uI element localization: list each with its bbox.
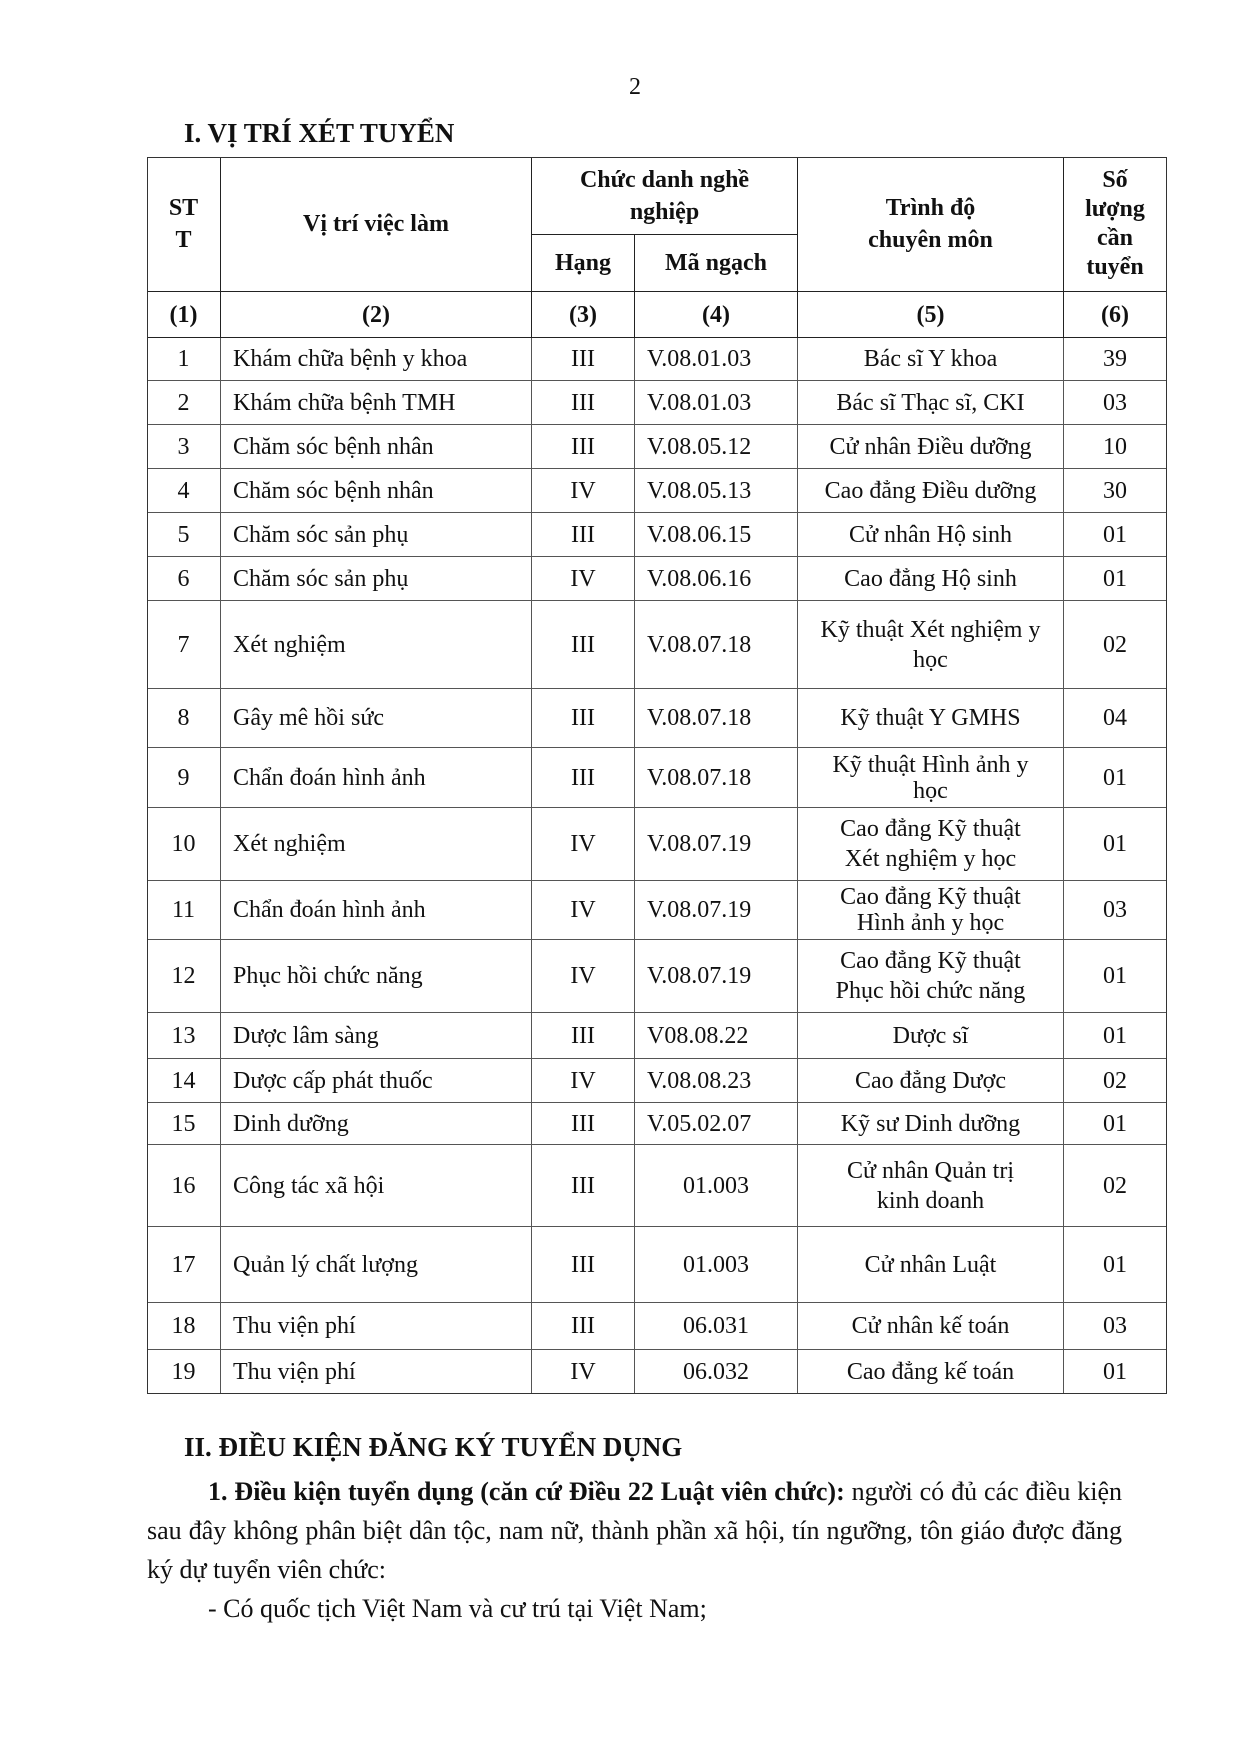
cell-text: 04 (1103, 705, 1127, 731)
column-number: (2) (221, 292, 532, 338)
table-row-7-qualification (798, 601, 1064, 689)
conditions-text: người có đủ các điều kiện sau đây không phân biệt dân tộc, nam nữ, thành phần xã hội, tín ngưỡng, tôn giáo được đăng ký dự tuyển viên chức: (147, 1477, 1122, 1584)
table-row-8-stt (147, 689, 221, 748)
header-qualification-text: Trình độ chuyên môn (868, 195, 993, 253)
cell-text: Chẩn đoán hình ảnh (233, 764, 426, 791)
table-row-4-position (221, 469, 532, 513)
cell-text: 6 (177, 565, 190, 592)
table-row-13-qualification (798, 1013, 1064, 1059)
cell-text: Dược lâm sàng (233, 1022, 379, 1049)
table-row-17-code (635, 1227, 798, 1303)
table-row-3-quantity (1064, 425, 1167, 469)
page-number: 2 (629, 74, 641, 100)
cell-text: 01 (1103, 831, 1127, 857)
cell-text: Chăm sóc bệnh nhân (233, 477, 434, 504)
cell-text: IV (570, 1067, 596, 1094)
table-row-5-rank (532, 513, 635, 557)
table-row-2-qualification (798, 381, 1064, 425)
table-row-7-position (221, 601, 532, 689)
cell-text: Cao đẳng Hộ sinh (844, 565, 1017, 592)
table-row-4-stt (147, 469, 221, 513)
table-row-10-position (221, 808, 532, 881)
header-stt (147, 157, 221, 292)
cell-text: Gây mê hồi sức (233, 705, 384, 731)
table-row-8-qualification (798, 689, 1064, 748)
table-row-1-rank (532, 338, 635, 381)
cell-text: III (571, 346, 595, 372)
table-row-8-position (221, 689, 532, 748)
cell-text: Khám chữa bệnh TMH (233, 389, 456, 416)
cell-text: V.08.06.16 (647, 565, 752, 592)
table-row-6-qualification (798, 557, 1064, 601)
table-row-7-quantity (1064, 601, 1167, 689)
table-row-18-rank (532, 1303, 635, 1350)
cell-text: 7 (177, 631, 190, 658)
cell-text: V.08.07.18 (647, 764, 752, 791)
cell-text: III (571, 1313, 595, 1339)
table-row-4-quantity (1064, 469, 1167, 513)
table-row-14-qualification (798, 1059, 1064, 1103)
cell-text: Bác sĩ Thạc sĩ, CKI (836, 389, 1025, 416)
table-row-9-code (635, 748, 798, 808)
table-row-11-position (221, 881, 532, 940)
table-row-6-stt (147, 557, 221, 601)
cell-text: 01 (1103, 565, 1127, 592)
table-row-16-quantity (1064, 1145, 1167, 1227)
cell-text: Phục hồi chức năng (233, 963, 423, 989)
cell-text: III (571, 705, 595, 731)
table-row-15-rank (532, 1103, 635, 1145)
table-row-11-qualification (798, 881, 1064, 940)
cell-text: Cử nhân Luật (864, 1251, 997, 1278)
table-row-6-position (221, 557, 532, 601)
cell-text: 01.003 (683, 1251, 749, 1278)
table-row-18-position (221, 1303, 532, 1350)
table-row-15-qualification (798, 1103, 1064, 1145)
table-row-11-rank (532, 881, 635, 940)
table-row-6-rank (532, 557, 635, 601)
table-row-10-stt (147, 808, 221, 881)
table-row-18-code (635, 1303, 798, 1350)
table-row-14-rank (532, 1059, 635, 1103)
table-row-9-rank (532, 748, 635, 808)
cell-text: Cao đẳng Điều dưỡng (824, 477, 1037, 504)
cell-text: Xét nghiệm (233, 831, 346, 857)
table-row-19-quantity (1064, 1350, 1167, 1394)
table-row-19-code (635, 1350, 798, 1394)
table-row-19-stt (147, 1350, 221, 1394)
header-rank: Hạng (532, 235, 635, 292)
table-row-15-code (635, 1103, 798, 1145)
cell-text: V.05.02.07 (647, 1110, 752, 1137)
cell-text: V.08.01.03 (647, 389, 752, 416)
column-number: (3) (532, 292, 635, 338)
cell-text: 03 (1103, 897, 1127, 923)
cell-text: V08.08.22 (647, 1022, 749, 1049)
table-row-8-quantity (1064, 689, 1167, 748)
cell-text: 03 (1103, 1313, 1127, 1339)
table-row-12-stt (147, 940, 221, 1013)
cell-text: 19 (171, 1358, 196, 1385)
table-row-10-rank (532, 808, 635, 881)
table-row-3-position (221, 425, 532, 469)
table-row-10-code (635, 808, 798, 881)
cell-text: 02 (1103, 1067, 1127, 1094)
table-row-2-quantity (1064, 381, 1167, 425)
cell-text: Khám chữa bệnh y khoa (233, 346, 468, 372)
table-row-1-stt (147, 338, 221, 381)
condition-bullet: - Có quốc tịch Việt Nam và cư trú tại Việt Nam; (208, 1594, 707, 1623)
cell-text: 18 (171, 1313, 196, 1339)
table-row-1-code (635, 338, 798, 381)
table-row-9-stt (147, 748, 221, 808)
cell-text: 4 (177, 477, 190, 504)
cell-text: Dược cấp phát thuốc (233, 1067, 433, 1094)
cell-text: 3 (177, 433, 190, 460)
table-row-14-quantity (1064, 1059, 1167, 1103)
header-quantity-text: Số lượng cần tuyển (1085, 167, 1145, 280)
table-row-18-qualification (798, 1303, 1064, 1350)
header-quantity (1064, 157, 1167, 292)
cell-text: Công tác xã hội (233, 1172, 385, 1199)
cell-text: 13 (171, 1022, 196, 1049)
table-row-19-qualification (798, 1350, 1064, 1394)
cell-text: 39 (1103, 346, 1127, 372)
table-row-12-rank (532, 940, 635, 1013)
table-row-7-rank (532, 601, 635, 689)
cell-text: 5 (177, 521, 190, 548)
cell-text: IV (570, 477, 596, 504)
cell-text: IV (570, 897, 596, 923)
table-row-16-rank (532, 1145, 635, 1227)
cell-text: V.08.05.13 (647, 477, 752, 504)
cell-text: V.08.07.18 (647, 705, 752, 731)
table-row-9-quantity (1064, 748, 1167, 808)
cell-text: 01 (1103, 1110, 1127, 1137)
table-row-14-code (635, 1059, 798, 1103)
cell-text: Cao đẳng Kỹ thuật Phục hồi chức năng (835, 948, 1026, 1004)
cell-text: 1 (177, 346, 190, 372)
column-number: (5) (798, 292, 1064, 338)
cell-text: 11 (171, 897, 196, 923)
table-row-17-stt (147, 1227, 221, 1303)
cell-text: 16 (171, 1172, 196, 1199)
cell-text: Cao đẳng kế toán (846, 1358, 1015, 1385)
table-row-2-stt (147, 381, 221, 425)
cell-text: 01 (1103, 1358, 1127, 1385)
cell-text: 02 (1103, 1172, 1127, 1199)
table-row-12-code (635, 940, 798, 1013)
cell-text: III (571, 1251, 595, 1278)
table-row-5-code (635, 513, 798, 557)
table-row-10-qualification (798, 808, 1064, 881)
conditions-title: 1. Điều kiện tuyển dụng (căn cứ Điều 22 Luật viên chức): (208, 1477, 845, 1506)
table-row-13-stt (147, 1013, 221, 1059)
table-row-13-position (221, 1013, 532, 1059)
table-row-5-qualification (798, 513, 1064, 557)
cell-text: Kỹ sư Dinh dưỡng (840, 1110, 1021, 1137)
cell-text: Thu viện phí (233, 1313, 356, 1339)
table-row-6-code (635, 557, 798, 601)
cell-text: 02 (1103, 631, 1127, 658)
table-row-10-quantity (1064, 808, 1167, 881)
cell-text: III (571, 521, 595, 548)
section-heading-positions: I. VỊ TRÍ XÉT TUYỂN (184, 118, 455, 148)
table-row-12-quantity (1064, 940, 1167, 1013)
table-row-6-quantity (1064, 557, 1167, 601)
table-row-7-code (635, 601, 798, 689)
cell-text: 01 (1103, 1251, 1127, 1278)
table-row-7-stt (147, 601, 221, 689)
cell-text: 01 (1103, 1022, 1127, 1049)
cell-text: V.08.01.03 (647, 346, 752, 372)
table-row-13-rank (532, 1013, 635, 1059)
section-heading-conditions: II. ĐIỀU KIỆN ĐĂNG KÝ TUYỂN DỤNG (184, 1432, 683, 1462)
table-row-5-position (221, 513, 532, 557)
table-row-15-position (221, 1103, 532, 1145)
cell-text: 2 (177, 389, 190, 416)
cell-text: IV (570, 963, 596, 989)
cell-text: III (571, 389, 595, 416)
cell-text: Cử nhân Điều dưỡng (829, 433, 1032, 460)
header-qualification (798, 157, 1064, 292)
cell-text: III (571, 1110, 595, 1137)
table-row-1-position (221, 338, 532, 381)
table-row-2-code (635, 381, 798, 425)
cell-text: Chăm sóc bệnh nhân (233, 433, 434, 460)
table-row-3-rank (532, 425, 635, 469)
table-row-8-rank (532, 689, 635, 748)
table-row-17-rank (532, 1227, 635, 1303)
header-code: Mã ngạch (635, 235, 798, 292)
cell-text: 30 (1103, 477, 1127, 504)
table-row-19-rank (532, 1350, 635, 1394)
cell-text: 9 (177, 764, 190, 791)
cell-text: IV (570, 565, 596, 592)
table-row-14-position (221, 1059, 532, 1103)
cell-text: 01 (1103, 521, 1127, 548)
cell-text: 8 (177, 705, 190, 731)
table-row-15-stt (147, 1103, 221, 1145)
column-number: (6) (1064, 292, 1167, 338)
table-row-19-position (221, 1350, 532, 1394)
table-row-2-rank (532, 381, 635, 425)
cell-text: Cao đẳng Kỹ thuật Xét nghiệm y học (840, 816, 1021, 872)
cell-text: Dinh dưỡng (233, 1110, 349, 1137)
table-row-16-qualification (798, 1145, 1064, 1227)
cell-text: 06.031 (683, 1313, 749, 1339)
cell-text: Quản lý chất lượng (233, 1251, 418, 1278)
cell-text: Thu viện phí (233, 1358, 356, 1385)
conditions-paragraph (147, 1472, 1122, 1589)
table-row-4-code (635, 469, 798, 513)
cell-text: IV (570, 1358, 596, 1385)
table-row-8-code (635, 689, 798, 748)
table-row-3-qualification (798, 425, 1064, 469)
cell-text: Chăm sóc sản phụ (233, 521, 409, 548)
cell-text: Cử nhân Hộ sinh (848, 521, 1012, 548)
cell-text: V.08.06.15 (647, 521, 752, 548)
table-row-15-quantity (1064, 1103, 1167, 1145)
table-row-18-quantity (1064, 1303, 1167, 1350)
table-row-17-qualification (798, 1227, 1064, 1303)
cell-text: III (571, 1022, 595, 1049)
table-row-2-position (221, 381, 532, 425)
table-row-3-stt (147, 425, 221, 469)
cell-text: V.08.07.18 (647, 631, 752, 658)
cell-text: Kỹ thuật Y GMHS (840, 705, 1021, 731)
table-row-11-stt (147, 881, 221, 940)
header-title-group (532, 157, 798, 235)
table-row-18-stt (147, 1303, 221, 1350)
table-row-5-stt (147, 513, 221, 557)
cell-text: Chẩn đoán hình ảnh (233, 897, 426, 923)
cell-text: Cao đẳng Kỹ thuật Hình ảnh y học (840, 884, 1021, 936)
cell-text: 01.003 (683, 1172, 749, 1199)
table-row-5-quantity (1064, 513, 1167, 557)
table-row-9-position (221, 748, 532, 808)
table-row-11-quantity (1064, 881, 1167, 940)
table-row-1-qualification (798, 338, 1064, 381)
table-row-13-code (635, 1013, 798, 1059)
cell-text: III (571, 631, 595, 658)
table-row-17-position (221, 1227, 532, 1303)
header-stt-text: ST T (168, 195, 199, 253)
table-row-12-position (221, 940, 532, 1013)
cell-text: V.08.07.19 (647, 831, 752, 857)
cell-text: 10 (171, 831, 196, 857)
cell-text: Chăm sóc sản phụ (233, 565, 409, 592)
cell-text: 15 (171, 1110, 196, 1137)
table-row-16-stt (147, 1145, 221, 1227)
column-number: (1) (147, 292, 221, 338)
cell-text: 01 (1103, 963, 1127, 989)
header-title-group-text: Chức danh nghề nghiệp (579, 166, 750, 225)
cell-text: Cao đẳng Dược (855, 1067, 1006, 1094)
cell-text: Kỹ thuật Hình ảnh y học (832, 751, 1029, 804)
cell-text: V.08.07.19 (647, 963, 752, 989)
cell-text: 12 (171, 963, 196, 989)
table-row-1-quantity (1064, 338, 1167, 381)
cell-text: Cử nhân kế toán (851, 1313, 1010, 1339)
cell-text: III (571, 433, 595, 460)
table-row-16-code (635, 1145, 798, 1227)
cell-text: Kỹ thuật Xét nghiệm y học (820, 616, 1041, 673)
cell-text: Cử nhân Quản trị kinh doanh (847, 1157, 1014, 1214)
table-row-16-position (221, 1145, 532, 1227)
cell-text: III (571, 764, 595, 791)
cell-text: V.08.08.23 (647, 1067, 752, 1094)
cell-text: 14 (171, 1067, 196, 1094)
cell-text: Xét nghiệm (233, 631, 346, 658)
table-row-11-code (635, 881, 798, 940)
cell-text: 03 (1103, 389, 1127, 416)
cell-text: 17 (171, 1251, 196, 1278)
table-row-12-qualification (798, 940, 1064, 1013)
table-row-14-stt (147, 1059, 221, 1103)
table-row-3-code (635, 425, 798, 469)
cell-text: 10 (1103, 433, 1127, 460)
table-row-9-qualification (798, 748, 1064, 808)
cell-text: V.08.07.19 (647, 897, 752, 923)
cell-text: Dược sĩ (892, 1022, 969, 1049)
cell-text: III (571, 1172, 595, 1199)
cell-text: IV (570, 831, 596, 857)
table-row-4-rank (532, 469, 635, 513)
table-row-13-quantity (1064, 1013, 1167, 1059)
table-row-17-quantity (1064, 1227, 1167, 1303)
cell-text: 01 (1103, 764, 1127, 791)
cell-text: 06.032 (683, 1358, 749, 1385)
column-number: (4) (635, 292, 798, 338)
header-position: Vị trí việc làm (221, 157, 532, 292)
table-row-4-qualification (798, 469, 1064, 513)
cell-text: Bác sĩ Y khoa (863, 346, 998, 372)
cell-text: V.08.05.12 (647, 433, 752, 460)
